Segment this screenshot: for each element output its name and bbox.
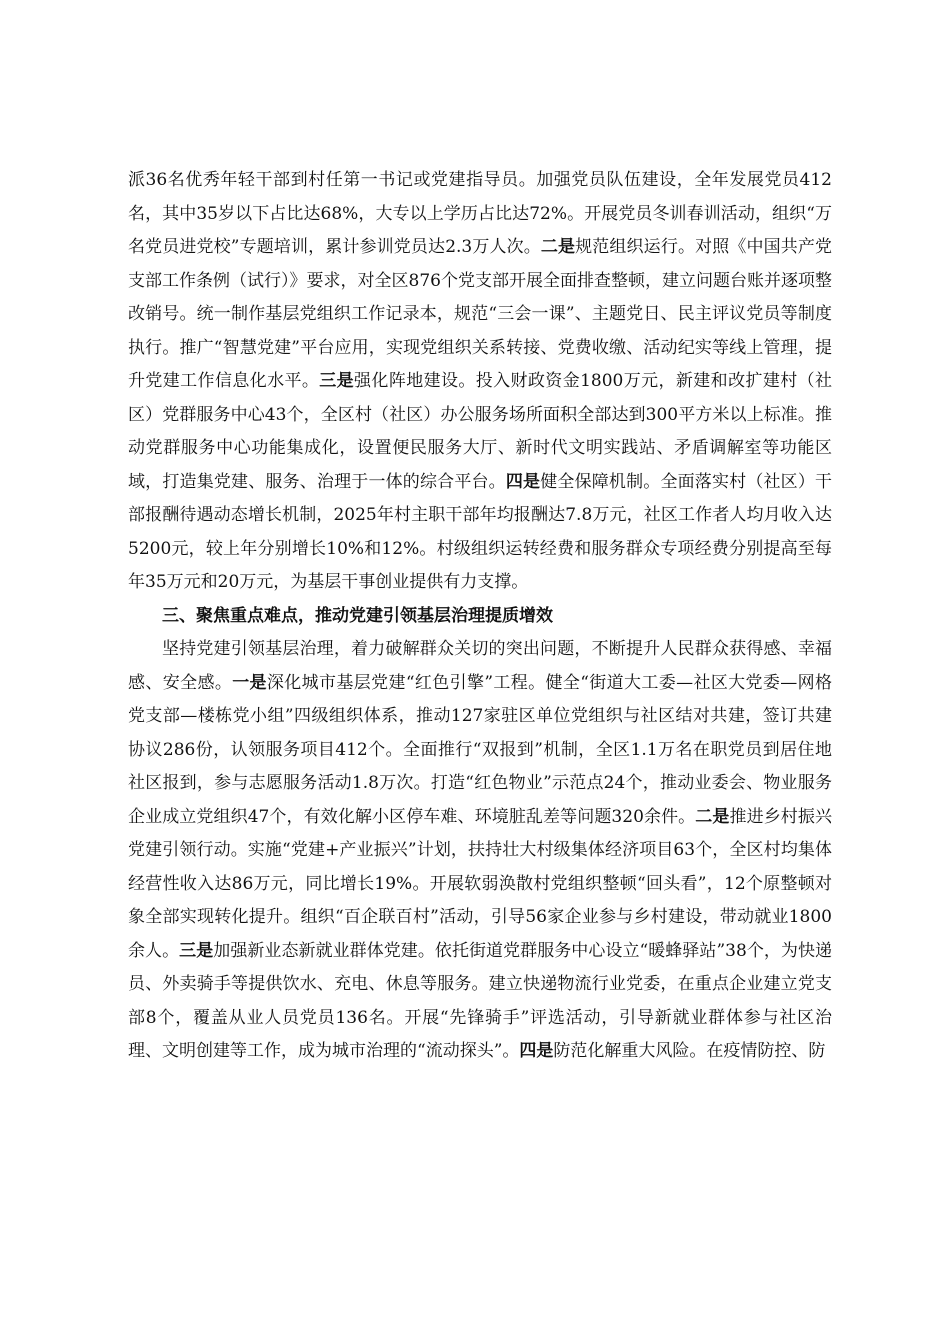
bold-marker: 一是 [232, 672, 267, 693]
section-heading: 三、聚焦重点难点，推动党建引领基层治理提质增效 [162, 605, 553, 626]
bold-marker: 四是 [519, 1041, 554, 1061]
bold-marker: 三是 [319, 371, 355, 391]
text-segment: 规范组织运行。对照《中国共产党支部工作条例（试行）》要求，对全区876个党支部开展全面排查整顿，建立问题台账并逐项整改销号。统一制作基层党组织工作记录本，规范“三会一课”、主题党日、民主评议党员等制度执行。推广“智慧党建”平台应用，实现党组织关系转接、党费收缴、活动纪实等线上管理，提升党建工作信息化水平。 [128, 237, 832, 391]
text-segment: 推进乡村振兴党建引领行动。实施“党建+产业振兴”计划，扶持壮大村级集体经济项目63个，全区村均集体经营性收入达86万元，同比增长19%。开展软弱涣散村党组织整顿“回头看”，12个原整顿对象全部实现转化提升。组织“百企联百村”活动，引导56家企业参与乡村建设，带动就业1800余人。 [128, 806, 833, 961]
text-segment: 防范化解重大风险。在疫情防控、防 [553, 1041, 826, 1061]
text-segment: 健全保障机制。全面落实村（社区）干部报酬待遇动态增长机制，2025年村主职干部年均报酬达7.8万元，社区工作者人均月收入达5200元，较上年分别增长10%和12%。村级组织运转经费和服务群众专项经费分别提高至每年35万元和20万元，为基层干事创业提供有力支撑。 [128, 471, 833, 592]
text-segment: 强化阵地建设。投入财政资金1800万元，新建和改扩建村（社区）党群服务中心43个，全区村（社区）办公服务场所面积全部达到300平方米以上标准。推动党群服务中心功能集成化，设置便民服务大厅、新时代文明实践站、矛盾调解室等功能区域，打造集党建、服务、治理于一体的综合平台。 [128, 371, 833, 492]
paragraph-grassroots-governance [128, 633, 832, 1069]
text-segment: 派36名优秀年轻干部到村任第一书记或党建指导员。加强党员队伍建设，全年发展党员412名，其中35岁以下占比达68%，大专以上学历占比达72%。开展党员冬训春训活动，组织“万名党员进党校”专题培训，累计参训党员达2.3万人次。 [128, 170, 832, 257]
bold-marker: 二是 [540, 237, 576, 257]
bold-marker: 二是 [695, 806, 730, 827]
bold-marker: 三是 [179, 940, 214, 961]
document-body [128, 164, 832, 1069]
text-segment: 深化城市基层党建“红色引擎”工程。健全“街道大工委—社区大党委—网格党支部—楼栋党小组”四级组织体系，推动127家驻区单位党组织与社区结对共建，签订共建协议286份，认领服务项目412个。全面推行“双报到”机制，全区1.1万名在职党员到居住地社区报到，参与志愿服务活动1.8万次。打造“红色物业”示范点24个，推动业委会、物业服务企业成立党组织47个，有效化解小区停车难、环境脏乱差等问题320余件。 [128, 672, 833, 827]
text-segment: 坚持党建引领基层治理，着力破解群众关切的突出问题，不断提升人民群众获得感、幸福感、安全感。 [128, 639, 832, 693]
bold-marker: 四是 [505, 471, 541, 492]
text-segment: 加强新业态新就业群体党建。依托街道党群服务中心设立“暖蜂驿站”38个，为快递员、外卖骑手等提供饮水、充电、休息等服务。建立快递物流行业党委，在重点企业建立党支部8个，覆盖从业人员党员136名。开展“先锋骑手”评选活动，引导新就业群体参与社区治理、文明创建等工作，成为城市治理的“流动探头”。 [128, 940, 833, 1061]
paragraph-organization-building [128, 164, 832, 600]
